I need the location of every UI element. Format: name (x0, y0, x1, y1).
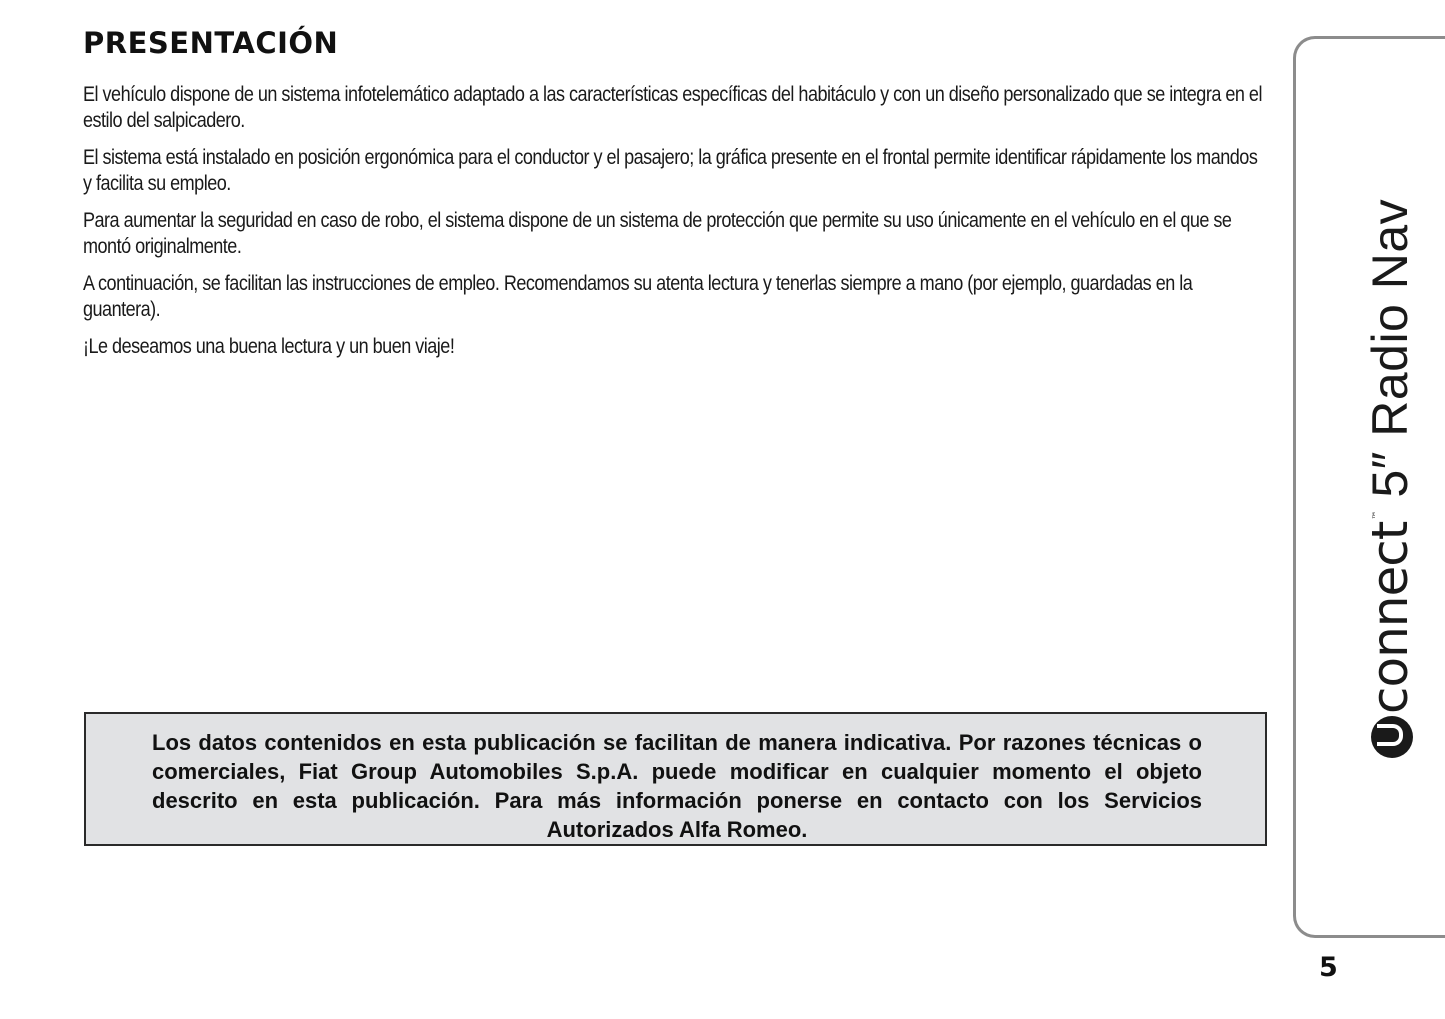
page-number: 5 (1319, 952, 1338, 983)
paragraph: Para aumentar la seguridad en caso de robo, el sistema dispone de un sistema de protección que permite su uso únicamente en el vehículo en el que se montó originalmente. (83, 209, 1232, 258)
disclaimer-text: Los datos contenidos en esta publicación se facilitan de manera indicativa. Por razones técnicas o comerciales, Fiat Group Automobiles S.p.A. puede modificar en cualquier momento el objeto descrito en esta publicación. Para más información ponerse en contacto con los Servicios Autorizados Alfa Romeo. (152, 730, 1202, 842)
page-title: PRESENTACIÓN (83, 26, 339, 60)
side-tab-label (1361, 199, 1419, 758)
product-name: 5″ Radio Nav (1362, 198, 1418, 498)
brand-wordmark: connect (1361, 521, 1419, 714)
u-logo-icon (1371, 716, 1413, 758)
trademark-symbol: ™ (1372, 511, 1382, 520)
uconnect-logo (1361, 512, 1419, 758)
paragraph: A continuación, se facilitan las instrucciones de empleo. Recomendamos su atenta lectura y tenerlas siempre a mano (por ejemplo, guardadas en la guantera). (83, 272, 1193, 321)
paragraph: El vehículo dispone de un sistema infotelemático adaptado a las características específicas del habitáculo y con un diseño personalizado que se integra en el estilo del salpicadero. (83, 83, 1262, 132)
paragraph: El sistema está instalado en posición ergonómica para el conductor y el pasajero; la gráfica presente en el frontal permite identificar rápidamente los mandos y facilita su empleo. (83, 146, 1258, 195)
disclaimer-box (84, 712, 1267, 846)
paragraph: ¡Le deseamos una buena lectura y un buen viaje! (83, 335, 455, 358)
body-text (83, 82, 1273, 371)
